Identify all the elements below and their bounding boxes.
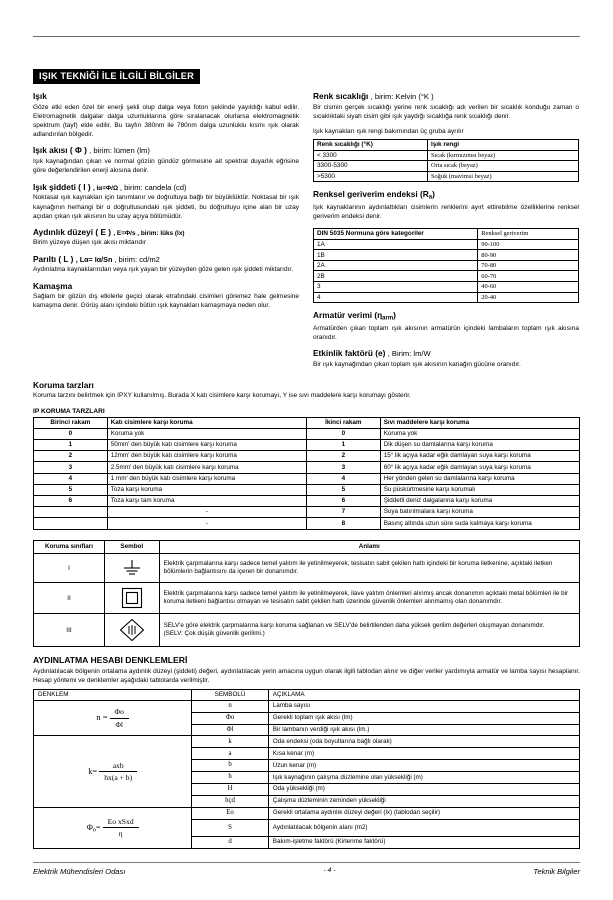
col-header-sembolu: SEMBOLÜ: [192, 689, 268, 700]
formula-phi-lhs: $\Phi_o=$: [86, 822, 101, 834]
formula-n-fraction: [110, 707, 129, 729]
cell-range: 40-60: [478, 282, 579, 293]
cell-solid: Koruma yok: [107, 428, 306, 439]
two-column-layout: [33, 92, 580, 376]
cell-range: 20-40: [478, 292, 579, 303]
col-header-renk-sicakligi: Renk sıcaklığı (°K): [314, 139, 428, 150]
cell-solid: Toza karşı tam koruma: [107, 495, 306, 506]
text-parilti: Aydınlatma kaynaklarından veya ışık yayan bir yüzeyden göze gelen ışık şiddeti miktarıdır.: [33, 266, 294, 274]
cell-category: 2A: [314, 260, 478, 271]
table-row: [314, 161, 579, 172]
heading-etkinlik-faktoru: [313, 349, 579, 359]
cell-class: III: [34, 614, 105, 647]
col-header-geriverim: Renksel geriverim: [478, 229, 579, 240]
formula-n-denominator: Φl: [115, 719, 124, 729]
cell-symbol: a: [192, 748, 268, 760]
table-header-row: [34, 417, 580, 428]
cell-range: 60-70: [478, 271, 579, 282]
cell-symbol: [104, 554, 159, 583]
col-header-isik-rengi: Işık rengi: [427, 139, 578, 150]
cell-meaning: Elektrik çarpmalarına karşı sadece temel yalıtım ile yetinilmeyerek, ilave yalıtım önlemleri alınmış ancak donanımın açıktaki metal bölümleri ile bir koruma iletkeni bağlantısı olmayan ve tesisatın sabit çekilen hattı üzerinde güvenlik önlemleri alınmamış olan donanımdır.: [159, 583, 579, 614]
cell-description: Aydınlatılacak bölgenin alanı (m2): [268, 819, 579, 836]
cell-digit1: [34, 518, 108, 529]
heading-renksel-geriverim: Renksel geriverim endeksi $(R_a)$: [313, 189, 435, 201]
col-header-anlami: Anlamı: [159, 540, 579, 554]
text-aydinlatma-intro: Aydınlatılacak bölgenin ortalama aydınlık düzeyi (şiddeti) değeri, aydınlatılacak yerin amacına uygun olarak ilgili tablodan alınır ve diğer veriler yardımıyla armatür ve lamba sayısı hesaplanır. Hesap yöntemi ve denklemler aşağıdaki tablolarda verilmiştir.: [33, 668, 580, 685]
cell-digit2: 2: [306, 451, 380, 462]
cell-description: Bakım-işletme faktörü (Kirlenme faktörü): [268, 836, 579, 848]
cell-category: 3: [314, 282, 478, 293]
col-header-kategoriler: DIN 5035 Normuna göre kategoriler: [314, 229, 478, 240]
table-header-row: [34, 689, 580, 700]
table-header-row: [314, 139, 579, 150]
top-divider: [33, 36, 580, 37]
heading-isik: Işık: [33, 91, 47, 101]
col-header-denklem: DENKLEM: [34, 689, 192, 700]
heading-parilti-unit: , birim: cd/m2: [114, 254, 160, 264]
cell-temp: >5300: [314, 171, 428, 182]
cell-digit1: 5: [34, 484, 108, 495]
cell-description: Kısa kenar (m): [268, 748, 579, 760]
table-row: [314, 171, 579, 182]
table-row: [314, 271, 579, 282]
formula-k-denominator: hx(a + b): [104, 773, 133, 783]
table-row: [34, 428, 580, 439]
cell-digit2: 7: [306, 507, 380, 518]
footer-divider: [33, 862, 580, 863]
cell-description: Lamba sayısı: [268, 700, 579, 712]
formula-phi-denominator: η: [118, 829, 123, 839]
cell-liquid: Basınç altında uzun süre suda kalmaya karşı koruma: [380, 518, 579, 529]
cell-category: 1A: [314, 239, 478, 250]
text-armatur-verimi: Armatürden çıkan toplam ışık akısının armatürün içindeki lambaların toplam ışık akısına oranıdır.: [313, 324, 579, 341]
cell-digit2: 3: [306, 462, 380, 473]
cell-meaning-line1: SELV'e göre elektrik çarpmalarına karşı koruma sağlanan ve SELV'de belirtilenden daha yüksek gerilim değerleri oluşmayan donanımdır.: [163, 621, 545, 629]
text-renk-sicakligi: Bir cismin gerçek sıcaklığı yerine renk sıcaklığı adı verilen bir sıcaklık konduğu zaman o sıcaklıktaki siyah cisim gibi ışık yaydığı sıcaklığa renk sıcaklığı denir.: [313, 103, 579, 120]
text-isik-akisi: Işık kaynağından çıkan ve normal gözün gündüz görmesine ait spektral duyarlık eğrisine göre değerlendirilen enerji akısına denir.: [33, 158, 299, 175]
table-row: [314, 250, 579, 261]
heading-isik-siddeti: [33, 183, 299, 193]
cell-digit1: 6: [34, 495, 108, 506]
table-row: [34, 583, 580, 614]
cell-symbol: [104, 583, 159, 614]
left-column: [33, 92, 299, 376]
heading-aydinlik-duzeyi: [33, 228, 299, 238]
cell-description: Gerekli toplam ışık akısı (lm): [268, 712, 579, 724]
heading-isik-akisi: [33, 146, 299, 156]
text-kamasma: Sağlam bir gözün dış etkilerle geçici olarak etrafındaki cisimleri göremez hale gelmesine kamaşma denir. Görüş alanı içindeki bütün ışık kaynakları kamaşmaya neden olur.: [33, 293, 299, 310]
table-row: [34, 807, 580, 819]
cell-solid: 1 mm' den büyük katı cisimlere karşı koruma: [107, 473, 306, 484]
cell-digit2: 6: [306, 495, 380, 506]
earth-ground-icon: [121, 558, 143, 578]
col-header-ikinci-rakam: İkinci rakam: [306, 417, 380, 428]
formula-k-lhs: k=: [88, 766, 98, 776]
heading-parilti: [33, 255, 299, 265]
cell-solid: 2.5mm' den büyük katı cisimlere karşı koruma: [107, 462, 306, 473]
cell-solid: -: [107, 507, 306, 518]
cell-liquid: Suya batırılmalara karşı koruma: [380, 507, 579, 518]
double-square-icon: [121, 587, 143, 609]
heading-kamasma: Kamaşma: [33, 280, 73, 291]
cell-digit1: [34, 507, 108, 518]
formula-k-numerator: axb: [99, 761, 137, 772]
footer-left: Elektrik Mühendisleri Odası: [33, 867, 126, 876]
text-isik: Göze etki eden özel bir enerji şekli olup dalga veya foton şeklinde yayıldığı kabul edilir. Eletromagnetik dalgalar dalga uzunluklarına göre sıralanacak olurlarsa elektromagnetik spektrum (tayf) elde edilir. Bu tayfın 380nm ile 780nm dalga uzunluklu kısmı ışık olarak adlandırılan bölgedir.: [33, 103, 299, 139]
heading-parilti-formula: , Lα= Iα/Sn: [75, 254, 115, 264]
cell-range: 70-80: [478, 260, 579, 271]
right-column: [313, 92, 579, 376]
cell-liquid: 15° lik açıya kadar eğik damlayan suya karşı koruma: [380, 451, 579, 462]
lighting-equations-table: [33, 689, 580, 849]
heading-koruma-tarzlari: Koruma tarzları: [33, 379, 94, 390]
table-row: [34, 700, 580, 712]
table-row: [34, 614, 580, 647]
heading-isik-siddeti-unit: , birim: candela (cd): [119, 182, 187, 192]
table-row: [314, 239, 579, 250]
cell-formula-n: [34, 700, 192, 736]
footer-page-number: - 4 -: [323, 867, 336, 874]
cell-formula-k: [34, 736, 192, 807]
heading-etkinlik-faktoru-unit: , Birim: lm/W: [387, 349, 431, 359]
text-isik-siddeti: Noktasal ışık kaynakları için tanımlanır ve doğrultuya bağlı bir büyüklüktür. Noktasal bir ışık kaynağının herhangi bir α doğrultusundaki ışık şiddeti, bu doğrultuyu içine alan bir uzay açıdan çıkan ışık akısının bu uzay açıya bölümüdür.: [33, 194, 299, 220]
table-intro-renk: Işık kaynakları ışık rengi bakımından üç gruba ayrılır: [313, 128, 464, 136]
cell-color: Soğuk (mavimsi beyaz): [427, 171, 578, 182]
ip-protection-table: [33, 417, 580, 530]
cell-symbol: H: [192, 783, 268, 795]
formula-n-numerator: Φo: [110, 707, 129, 718]
cell-category: 4: [314, 292, 478, 303]
color-temperature-table: [313, 139, 579, 182]
col-header-sembol: Sembol: [104, 540, 159, 554]
diamond-selv-icon: [119, 618, 145, 642]
cell-description: Bir lambanın verdiği ışık akısı (lm.): [268, 724, 579, 736]
cell-meaning: Elektrik çarpmalarına karşı sadece temel yalıtım ile yetinilmeyerek, tesisatın sabit çekilen hattı içindeki bir koruma iletkenine, açıktaki iletken bölümlerin bağlantısını da içeren bir donanımdır.: [159, 554, 579, 583]
table-row: [34, 554, 580, 583]
table-row: [314, 292, 579, 303]
heading-armatur-verimi: Armatür verimi $(\eta_{arm})$: [313, 310, 396, 322]
cell-meaning-line2: (SELV: Çok düşük güvenlik gerilimi.): [163, 630, 265, 638]
table-row: [34, 440, 580, 451]
cell-category: 1B: [314, 250, 478, 261]
page-footer: [33, 867, 580, 876]
cell-range: 90-100: [478, 239, 579, 250]
table-row: [34, 518, 580, 529]
table-row: [314, 282, 579, 293]
cell-symbol: d: [192, 836, 268, 848]
heading-etkinlik-faktoru-main: Etkinlik faktörü (e): [313, 348, 388, 359]
cell-symbol: hçd: [192, 795, 268, 807]
cell-liquid: Her yönden gelen su damlalarına karşı koruma: [380, 473, 579, 484]
cell-symbol: h: [192, 772, 268, 784]
cell-liquid: Koruma yok: [380, 428, 579, 439]
heading-renk-sicakligi-unit: , birim: Kelvin (°K ): [370, 92, 434, 101]
heading-aydinlik-duzeyi-unit: , birim: lüks (lx): [137, 229, 185, 237]
col-header-birinci-rakam: Birinci rakam: [34, 417, 108, 428]
cell-description: Oda yüksekliği (m): [268, 783, 579, 795]
formula-n-lhs: n =: [96, 713, 108, 723]
heading-isik-siddeti-main: Işık şiddeti ( I ): [33, 181, 93, 192]
col-header-kati-cisimler: Katı cisimlere karşı koruma: [107, 417, 306, 428]
cell-symbol: Φl: [192, 724, 268, 736]
cell-digit1: 1: [34, 440, 108, 451]
cell-digit2: 1: [306, 440, 380, 451]
cell-digit2: 5: [306, 484, 380, 495]
table-row: [34, 473, 580, 484]
cell-description: Oda endeksi (oda boyutlarına bağlı olarak): [268, 736, 579, 748]
col-header-sivi-maddeler: Sıvı maddelere karşı koruma: [380, 417, 579, 428]
page-content: [33, 66, 580, 849]
cell-symbol: n: [192, 700, 268, 712]
text-renksel-geriverim: Işık kaynaklarının aydınlattıkları cisimlerin renklerini ayırt ettirebilme özelliklerine renksel geriverim endeksi denir.: [313, 203, 579, 220]
cell-digit2: 8: [306, 518, 380, 529]
heading-renk-sicakligi: [313, 92, 579, 102]
din5035-table: [313, 228, 579, 303]
cell-liquid: Şiddetli deniz dalgalarına karşı koruma: [380, 495, 579, 506]
cell-description: Işık kaynağının çalışma düzlemine olan yüksekliği (m): [268, 772, 579, 784]
cell-symbol: k: [192, 736, 268, 748]
cell-digit2: 0: [306, 428, 380, 439]
text-aydinlik-duzeyi: Birim yüzeye düşen ışık akısı miktarıdır: [33, 239, 147, 247]
cell-meaning: [159, 614, 579, 647]
cell-color: Sıcak (kırmızımsı beyaz): [427, 150, 578, 161]
table-row: [314, 150, 579, 161]
table-row: [34, 507, 580, 518]
cell-liquid: Su püskürtmesine karşı korumalı: [380, 484, 579, 495]
cell-symbol: b: [192, 760, 268, 772]
cell-formula-phi: [34, 807, 192, 848]
cell-liquid: 60° lik açıya kadar eğik damlayan suya karşı koruma: [380, 462, 579, 473]
cell-symbol: Φo: [192, 712, 268, 724]
table-row: [34, 736, 580, 748]
formula-phi-numerator: Eo xSxd: [103, 817, 139, 828]
cell-digit1: 3: [34, 462, 108, 473]
heading-renk-sicakligi-main: Renk sıcaklığı: [313, 91, 371, 101]
label-ip-koruma-tarzlari: IP KORUMA TARZLARI: [33, 408, 105, 416]
heading-aydinlatma-hesabi: AYDINLATMA HESABI DENKLEMLERİ: [33, 655, 188, 666]
footer-right: Teknik Bilgiler: [533, 867, 580, 876]
table-row: [34, 484, 580, 495]
cell-solid: 50mm' den büyük katı cisimlere karşı koruma: [107, 440, 306, 451]
heading-aydinlik-duzeyi-formula: , E=Φ/s: [113, 229, 138, 237]
table-row: [34, 495, 580, 506]
text-etkinlik-faktoru: Bir ışık kaynağından çıkan toplam ışık akısının kanağın gücüne oranıdır.: [313, 360, 521, 368]
cell-digit1: 0: [34, 428, 108, 439]
cell-symbol: [104, 614, 159, 647]
cell-liquid: Dik düşen su damlalarına karşı koruma: [380, 440, 579, 451]
text-koruma-tarzlari-intro: Koruma tarzını belirtmek için IPXY kullanılmış. Burada X katı cisimlere karşı korumayı, Y ise sıvı maddelere karşı korumayı gösterir.: [33, 391, 411, 399]
page-title: IŞIK TEKNİĞİ İLE İLGİLİ BİLGİLER: [33, 69, 200, 85]
cell-description: Çalışma düzleminin zeminden yüksekliği: [268, 795, 579, 807]
cell-digit1: 2: [34, 451, 108, 462]
col-header-aciklama: AÇIKLAMA: [268, 689, 579, 700]
heading-parilti-main: Parıltı ( L ): [33, 253, 76, 264]
cell-solid: Toza karşı koruma: [107, 484, 306, 495]
heading-aydinlik-duzeyi-main: Aydınlık düzeyi ( E ): [33, 226, 114, 237]
cell-description: Uzun kenar (m): [268, 760, 579, 772]
cell-temp: < 3300: [314, 150, 428, 161]
table-row: [314, 260, 579, 271]
heading-isik-akisi-main: Işık akısı ( Φ ): [33, 145, 90, 156]
cell-symbol: S: [192, 819, 268, 836]
protection-classes-table: [33, 540, 580, 648]
cell-solid: -: [107, 518, 306, 529]
formula-phi-fraction: [103, 817, 139, 839]
table-header-row: [314, 229, 579, 240]
table-row: [34, 451, 580, 462]
table-row: [34, 462, 580, 473]
cell-range: 80-90: [478, 250, 579, 261]
formula-k-fraction: [99, 761, 137, 783]
table-header-row: [34, 540, 580, 554]
cell-category: 2B: [314, 271, 478, 282]
cell-class: II: [34, 583, 105, 614]
cell-symbol: Eo: [192, 807, 268, 819]
col-header-koruma-siniflari: Koruma sınıfları: [34, 540, 105, 554]
heading-isik-siddeti-formula: , Iα=Φ/Ω: [92, 184, 120, 192]
cell-digit2: 4: [306, 473, 380, 484]
cell-temp: 3300-5300: [314, 161, 428, 172]
cell-class: I: [34, 554, 105, 583]
cell-digit1: 4: [34, 473, 108, 484]
heading-isik-akisi-unit: , birim: lümen (lm): [89, 146, 150, 156]
cell-solid: 12mm' den büyük katı cisimlere karşı koruma: [107, 451, 306, 462]
cell-description: Gerekli ortalama aydınlık düzeyi değeri (lx) (tablodan seçilir): [268, 807, 579, 819]
cell-color: Orta sıcak (beyaz): [427, 161, 578, 172]
